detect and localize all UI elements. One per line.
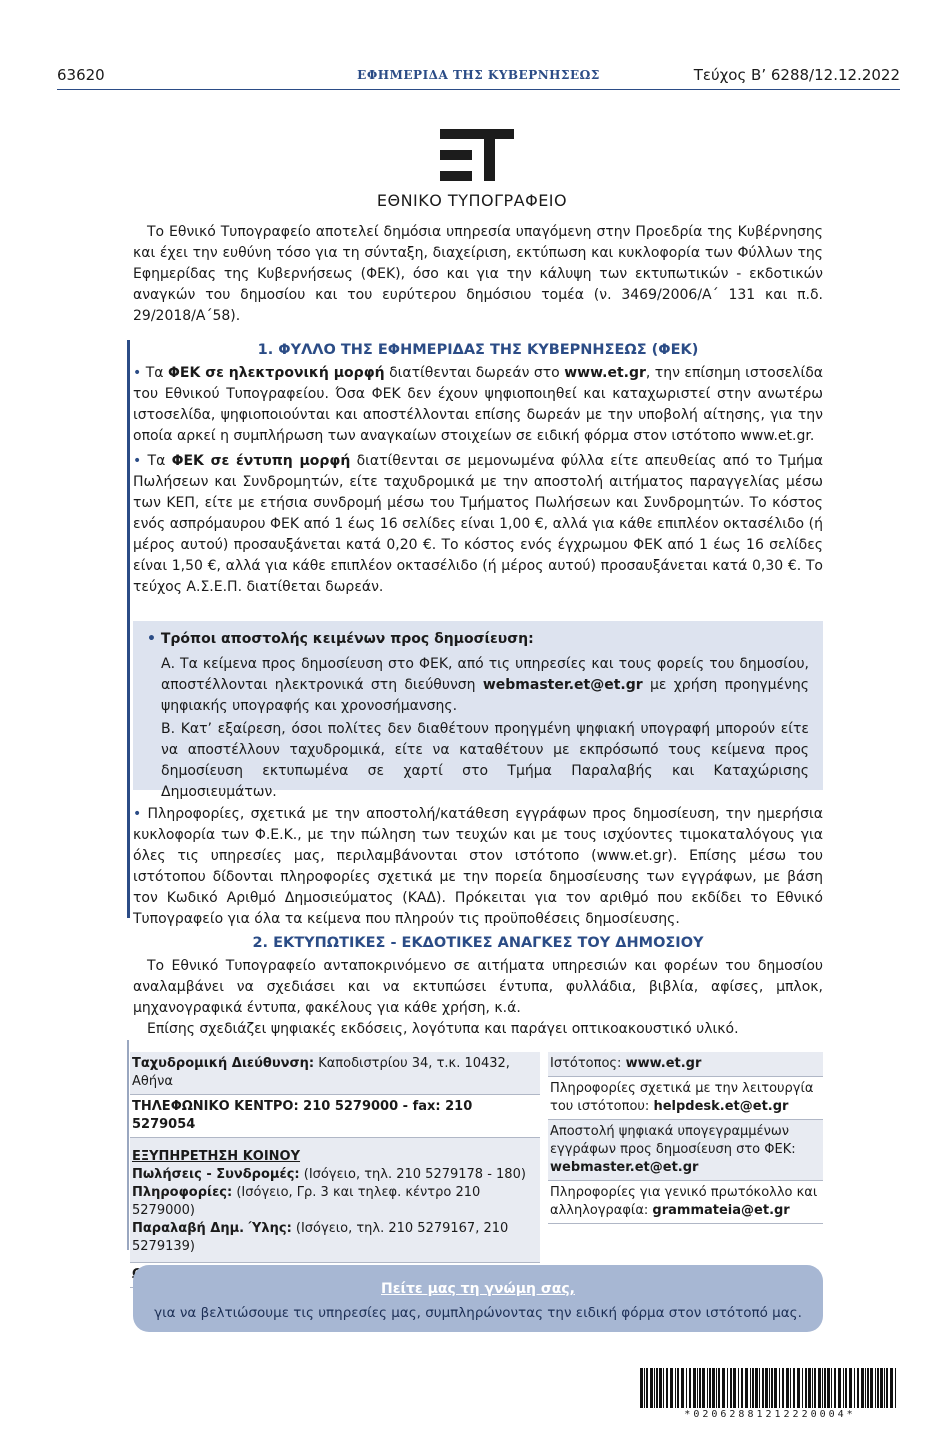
address-row (130, 1052, 540, 1095)
text-span: ΦΕΚ σε έντυπη μορφή (171, 453, 351, 469)
receipt-value: (Ισόγειο, τηλ. 210 5279167, 210 5279139) (132, 1221, 509, 1254)
issue-number: Τεύχος B’ 6288/12.12.2022 (693, 66, 900, 84)
et-logo-icon (440, 129, 514, 181)
info-value: (Ισόγειο, Γρ. 3 και τηλεφ. κέντρο 210 5279000) (132, 1185, 481, 1218)
intro-paragraph (133, 222, 823, 327)
service-title: ΕΞΥΠΗΡΕΤΗΣΗ ΚΟΙΝΟΥ (132, 1149, 301, 1164)
info-line (132, 1184, 538, 1220)
site-link[interactable]: www.et.gr (625, 1056, 702, 1071)
feedback-text: για να βελτιώσουμε τις υπηρεσίες μας, συμπληρώνοντας την ειδική φόρμα στον ιστότοπό μας. (154, 1305, 802, 1321)
text-span: Τα (147, 453, 172, 469)
site-label: Ιστότοπος: (550, 1056, 626, 1071)
section-1-paragraph-2 (133, 451, 823, 598)
section-frame (127, 340, 130, 918)
submission-methods-box (133, 621, 823, 800)
text-span: Τα (145, 365, 168, 381)
text-span: διατίθενται σε μεμονωμένα φύλλα είτε απευθείας από το Τμήμα Πωλήσεων και Συνδρομητών, είτε ταχυδρομικά με την αποστολή αιτήματος παραγγελίας μέσω των ΚΕΠ, είτε με ετήσια συνδρομή μέσω του Τμήματος Πωλήσεων και Συνδρομητών. Το κόστος ενός ασπρόμαυρου ΦΕΚ από 1 έως 16 σελίδες είναι 1,00 €, αλλά για κάθε επιπλέον οκτασέλιδο (ή μέρος αυτού) προσαυξάνεται κατά 0,20 €. Το κόστος ενός έγχρωμου ΦΕΚ από 1 έως 16 σελίδες είναι 1,50 €, αλλά για κάθε επιπλέον οκτασέλιδο (ή μέρος αυτού) προσαυξάνεται κατά 0,30 €. Το τεύχος Α.Σ.Ε.Π. διατίθεται δωρεάν. (133, 453, 824, 595)
address-value: Καποδιστρίου 34, τ.κ. 10432, Αθήνα (132, 1056, 510, 1089)
text-span: , την επίσημη ιστοσελίδα του Εθνικού Τυπογραφείου. Όσα ΦΕΚ δεν έχουν ψηφιοποιηθεί και καταχωριστεί στην ανωτέρω ιστοσελίδα, ψηφιοποιούνται και αποστέλλονται επίσης δωρεάν με την υποβολή αίτησης, για την οποία αρκεί η συμπλήρωση των αναγκαίων στοιχείων σε ειδική φόρμα στον ιστότοπο www.et.gr. (133, 365, 823, 444)
bullet-icon: • (147, 631, 161, 647)
email-link[interactable]: webmaster.et@et.gr (482, 677, 643, 693)
helpdesk-text: Πληροφορίες σχετικά με την λειτουργία του ιστότοπου: (550, 1081, 814, 1114)
logo-name: ΕΘΝΙΚΟ ΤΥΠΟΓΡΑΦΕΙΟ (376, 191, 568, 210)
text-span: ΦΕΚ σε ηλεκτρονική μορφή (168, 365, 385, 381)
submit-text: Αποστολή ψηφιακά υπογεγραμμένων εγγράφων προς δημοσίευση στο ΦΕΚ: (550, 1124, 796, 1157)
bullet-icon: • (133, 453, 148, 469)
text-span: Πληροφορίες, σχετικά με την αποστολή/κατάθεση εγγράφων προς δημοσίευση, την ημερήσια κυκλοφορία των Φ.Ε.Κ., με την πώληση των τευχών και με τους ισχύοντες τιμοκαταλόγους για όλες τις υπηρεσίες μας, περιλαμβάνονται στον ιστότοπο (www.et.gr). Επίσης μέσω του ιστότοπου δίδονται πληροφορίες σχετικά με την πορεία δημοσίευσης των εγγράφων, με βάση τον Κωδικό Αριθμό Δημοσιεύματος (ΚΑΔ). Πρόκειται για τον αριθμό που εκδίδει το Εθνικό Τυπογραφείο για όλα τα κείμενα που πληρούν τις προϋποθέσεις δημοσίευσης. (133, 806, 823, 927)
text-span: με χρήση προηγμένης ψηφιακής υπογραφής και χρονοσήμανσης. (161, 677, 810, 714)
receipt-label: Παραλαβή Δημ. Ύλης: (132, 1221, 292, 1236)
section-1 (133, 340, 823, 598)
protocol-text: Πληροφορίες για γενικό πρωτόκολλο και αλληλογραφία: (550, 1185, 818, 1218)
contact-left (130, 1052, 540, 1288)
site-row (548, 1052, 823, 1077)
contact-frame (127, 1040, 129, 1250)
feedback-banner (133, 1265, 823, 1332)
page-header (57, 66, 900, 90)
bullet-icon: • (133, 806, 148, 822)
section-1-info (133, 802, 823, 930)
info-label: Πληροφορίες: (132, 1185, 233, 1200)
service-block (130, 1138, 540, 1263)
barcode-number: *02062881212220004* (684, 1409, 856, 1420)
barcode-icon (640, 1368, 900, 1408)
sales-value: (Ισόγειο, τηλ. 210 5279178 - 180) (299, 1167, 526, 1182)
gazette-title: ΕΦΗΜΕΡΙΔΑ ΤΗΣ ΚΥΒΕΡΝΗΣΕΩΣ (357, 68, 600, 82)
section-2-title: 2. ΕΚΤΥΠΩΤΙΚΕΣ - ΕΚΔΟΤΙΚΕΣ ΑΝΑΓΚΕΣ ΤΟΥ ΔΗΜΟΣΙΟΥ (252, 935, 704, 951)
methods-heading (147, 629, 809, 650)
section-1-title: 1. ΦΥΛΛΟ ΤΗΣ ΕΦΗΜΕΡΙΔΑΣ ΤΗΣ ΚΥΒΕΡΝΗΣΕΩΣ (ΦΕΚ) (257, 342, 699, 358)
submit-row (548, 1120, 823, 1181)
section-1-paragraph-1 (133, 363, 823, 447)
text-span: Α. Τα κείμενα προς δημοσίευση στο ΦΕΚ, από τις υπηρεσίες και τους φορείς του δημοσίου, αποστέλλονται ηλεκτρονικά στη διεύθυνση (161, 656, 809, 693)
page-number: 63620 (57, 66, 105, 84)
section-2-paragraph-2: Επίσης σχεδιάζει ψηφιακές εκδόσεις, λογότυπα και παράγει οπτικοακουστικό υλικό. (147, 1021, 739, 1037)
bullet-icon: • (133, 365, 146, 381)
site-link[interactable]: www.et.gr (564, 365, 646, 381)
submit-email-link[interactable]: webmaster.et@et.gr (550, 1160, 699, 1175)
feedback-link[interactable]: Πείτε μας τη γνώμη σας, (381, 1281, 575, 1297)
helpdesk-email-link[interactable]: helpdesk.et@et.gr (653, 1099, 789, 1114)
address-label: Ταχυδρομική Διεύθυνση: (132, 1056, 315, 1071)
methods-title: Τρόποι αποστολής κειμένων προς δημοσίευση: (160, 631, 534, 647)
sales-line (132, 1166, 538, 1184)
helpdesk-row (548, 1077, 823, 1120)
section-2 (133, 933, 823, 1040)
contact-right (548, 1052, 823, 1224)
intro-text: Το Εθνικό Τυπογραφείο αποτελεί δημόσια υπηρεσία υπαγόμενη στην Προεδρία της Κυβέρνησης και έχει την ευθύνη τόσο για τη σύνταξη, διαχείριση, εκτύπωση και κυκλοφορία των Φύλλων της Εφημερίδας της Κυβερνήσεως (ΦΕΚ), όσο και για την κάλυψη των εκτυπωτικών - εκδοτικών αναγκών του δημοσίου και του ευρύτερου δημόσιου τομέα (ν. 3469/2006/Α΄ 131 και π.δ. 29/2018/Α΄58). (133, 224, 823, 324)
receipt-line (132, 1220, 538, 1256)
protocol-email-link[interactable]: grammateia@et.gr (652, 1203, 790, 1218)
text-span: διατίθενται δωρεάν στο (384, 365, 565, 381)
protocol-row (548, 1181, 823, 1224)
method-a (147, 654, 809, 717)
phone-row: ΤΗΛΕΦΩΝΙΚΟ ΚΕΝΤΡΟ: 210 5279000 - fax: 210 5279054 (130, 1095, 540, 1138)
method-b: Β. Κατ’ εξαίρεση, όσοι πολίτες δεν διαθέτουν προηγμένη ψηφιακή υπογραφή μπορούν είτε να αποστέλλουν ταχυδρομικά, είτε να καταθέτουν με εκπρόσωπό τους κείμενα προς δημοσίευση εκτυπωμένα σε χαρτί στο Τμήμα Παραλαβής και Καταχώρισης Δημοσιευμάτων. (161, 721, 809, 800)
section-1-paragraph-3 (133, 804, 823, 930)
section-2-paragraph-1: Το Εθνικό Τυπογραφείο ανταποκρινόμενο σε αιτήματα υπηρεσιών και φορέων του δημοσίου αναλαμβάνει να σχεδιάσει και να εκτυπώσει έντυπα, φυλλάδια, βιβλία, αφίσες, μπλοκ, μηχανογραφικά έντυπα, φακέλους για κάθε χρήση, κ.ά. (133, 958, 823, 1016)
sales-label: Πωλήσεις - Συνδρομές: (132, 1167, 300, 1182)
